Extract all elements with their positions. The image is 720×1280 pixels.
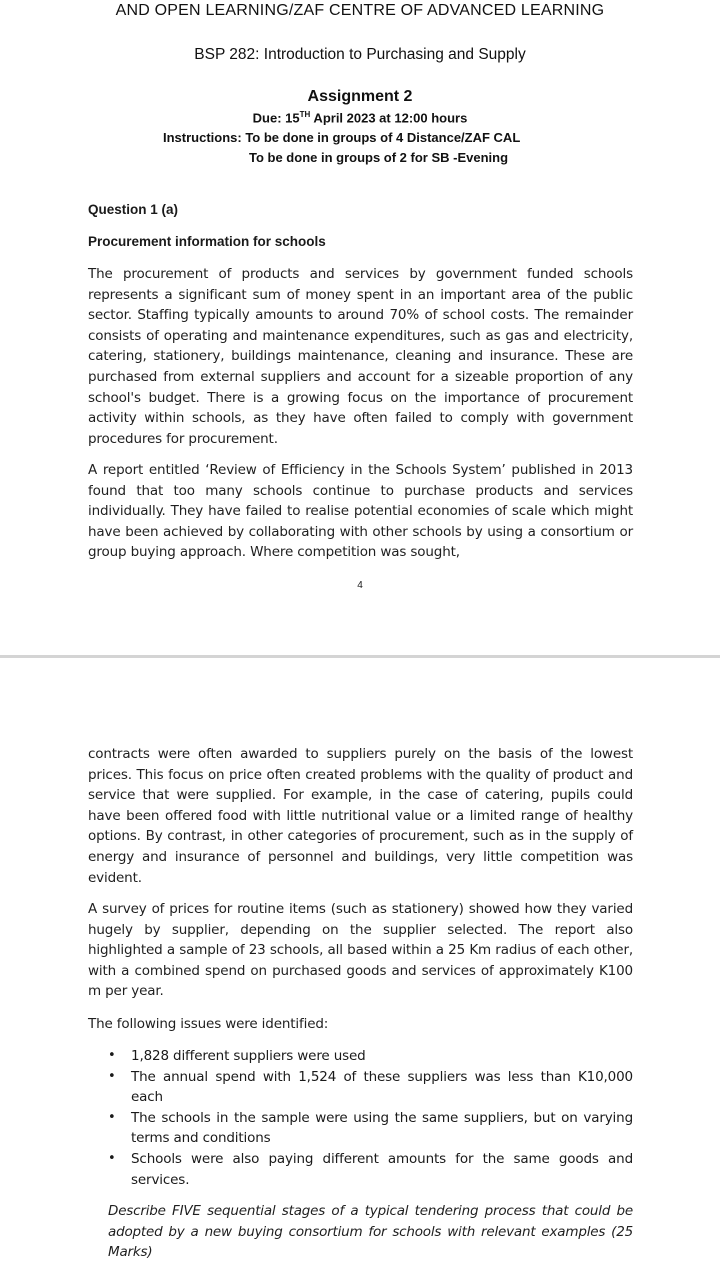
page-number: 4 xyxy=(357,580,363,591)
instructions-line-1: Instructions: To be done in groups of 4 Distance/ZAF CAL xyxy=(163,130,521,145)
question-label: Question 1 (a) xyxy=(88,202,179,217)
assignment-title: Assignment 2 xyxy=(307,88,413,105)
instructions-line-2: To be done in groups of 2 for SB -Evening xyxy=(249,150,509,165)
list-item: • 1,828 different suppliers were used xyxy=(108,1046,633,1067)
task-instruction: Describe FIVE sequential stages of a typical tendering process that could be adopted by a new buying consortium for schools with relevant examples (25 Marks) xyxy=(108,1203,633,1261)
list-item: • The annual spend with 1,524 of these suppliers was less than K10,000 each xyxy=(108,1068,633,1106)
list-item: • The schools in the sample were using the same suppliers, but on varying terms and conditions xyxy=(108,1109,633,1147)
paragraph-2: A report entitled ‘Review of Efficiency in the Schools System’ published in 2013 found that too many schools continue to purchase products and services individually. They have failed to realise potential economies of scale which might have been achieved by collaborating with other schools by using a consortium or group buying approach. Where competition was sought, xyxy=(88,462,633,561)
institution-header: AND OPEN LEARNING/ZAF CENTRE OF ADVANCED LEARNING xyxy=(115,2,605,19)
issues-list xyxy=(108,1046,633,1190)
bullet-icon: • xyxy=(108,1048,116,1063)
due-date: Due: 15TH April 2023 at 12:00 hours xyxy=(252,110,468,126)
paragraph-3: contracts were often awarded to suppliers purely on the basis of the lowest prices. This focus on price often created problems with the quality of product and service that were supplied. For example, in the case of catering, pupils could have been offered food with little nutritional value or a limited range of healthy options. By contrast, in other categories of procurement, such as in the supply of energy and insurance of personnel and buildings, very little competition was evident. xyxy=(88,746,633,886)
paragraph-1: The procurement of products and services by government funded schools represents a significant sum of money spent in an important area of the public sector. Staffing typically amounts to around 70% of school costs. The remainder consists of operating and maintenance expenditures, such as gas and electricity, catering, stationery, buildings maintenance, cleaning and insurance. These are purchased from external suppliers and account for a sizeable proportion of any school's budget. There is a growing focus on the importance of procurement activity within schools, as they have often failed to comply with government procedures for procurement. xyxy=(88,266,633,447)
course-title: BSP 282: Introduction to Purchasing and Supply xyxy=(194,46,526,63)
section-subheading: Procurement information for schools xyxy=(88,234,326,249)
paragraph-4: A survey of prices for routine items (such as stationery) showed how they varied hugely by supplier, depending on the supplier selected. The report also highlighted a sample of 23 schools, all based within a 25 Km radius of each other, with a combined spend on purchased goods and services of approximately K100 m per year. xyxy=(88,901,633,1000)
bullet-icon: • xyxy=(108,1068,116,1084)
bullet-icon: • xyxy=(108,1150,116,1166)
list-item: • Schools were also paying different amounts for the same goods and services. xyxy=(108,1150,633,1188)
issues-intro: The following issues were identified: xyxy=(88,1016,329,1032)
bullet-icon: • xyxy=(108,1109,116,1125)
